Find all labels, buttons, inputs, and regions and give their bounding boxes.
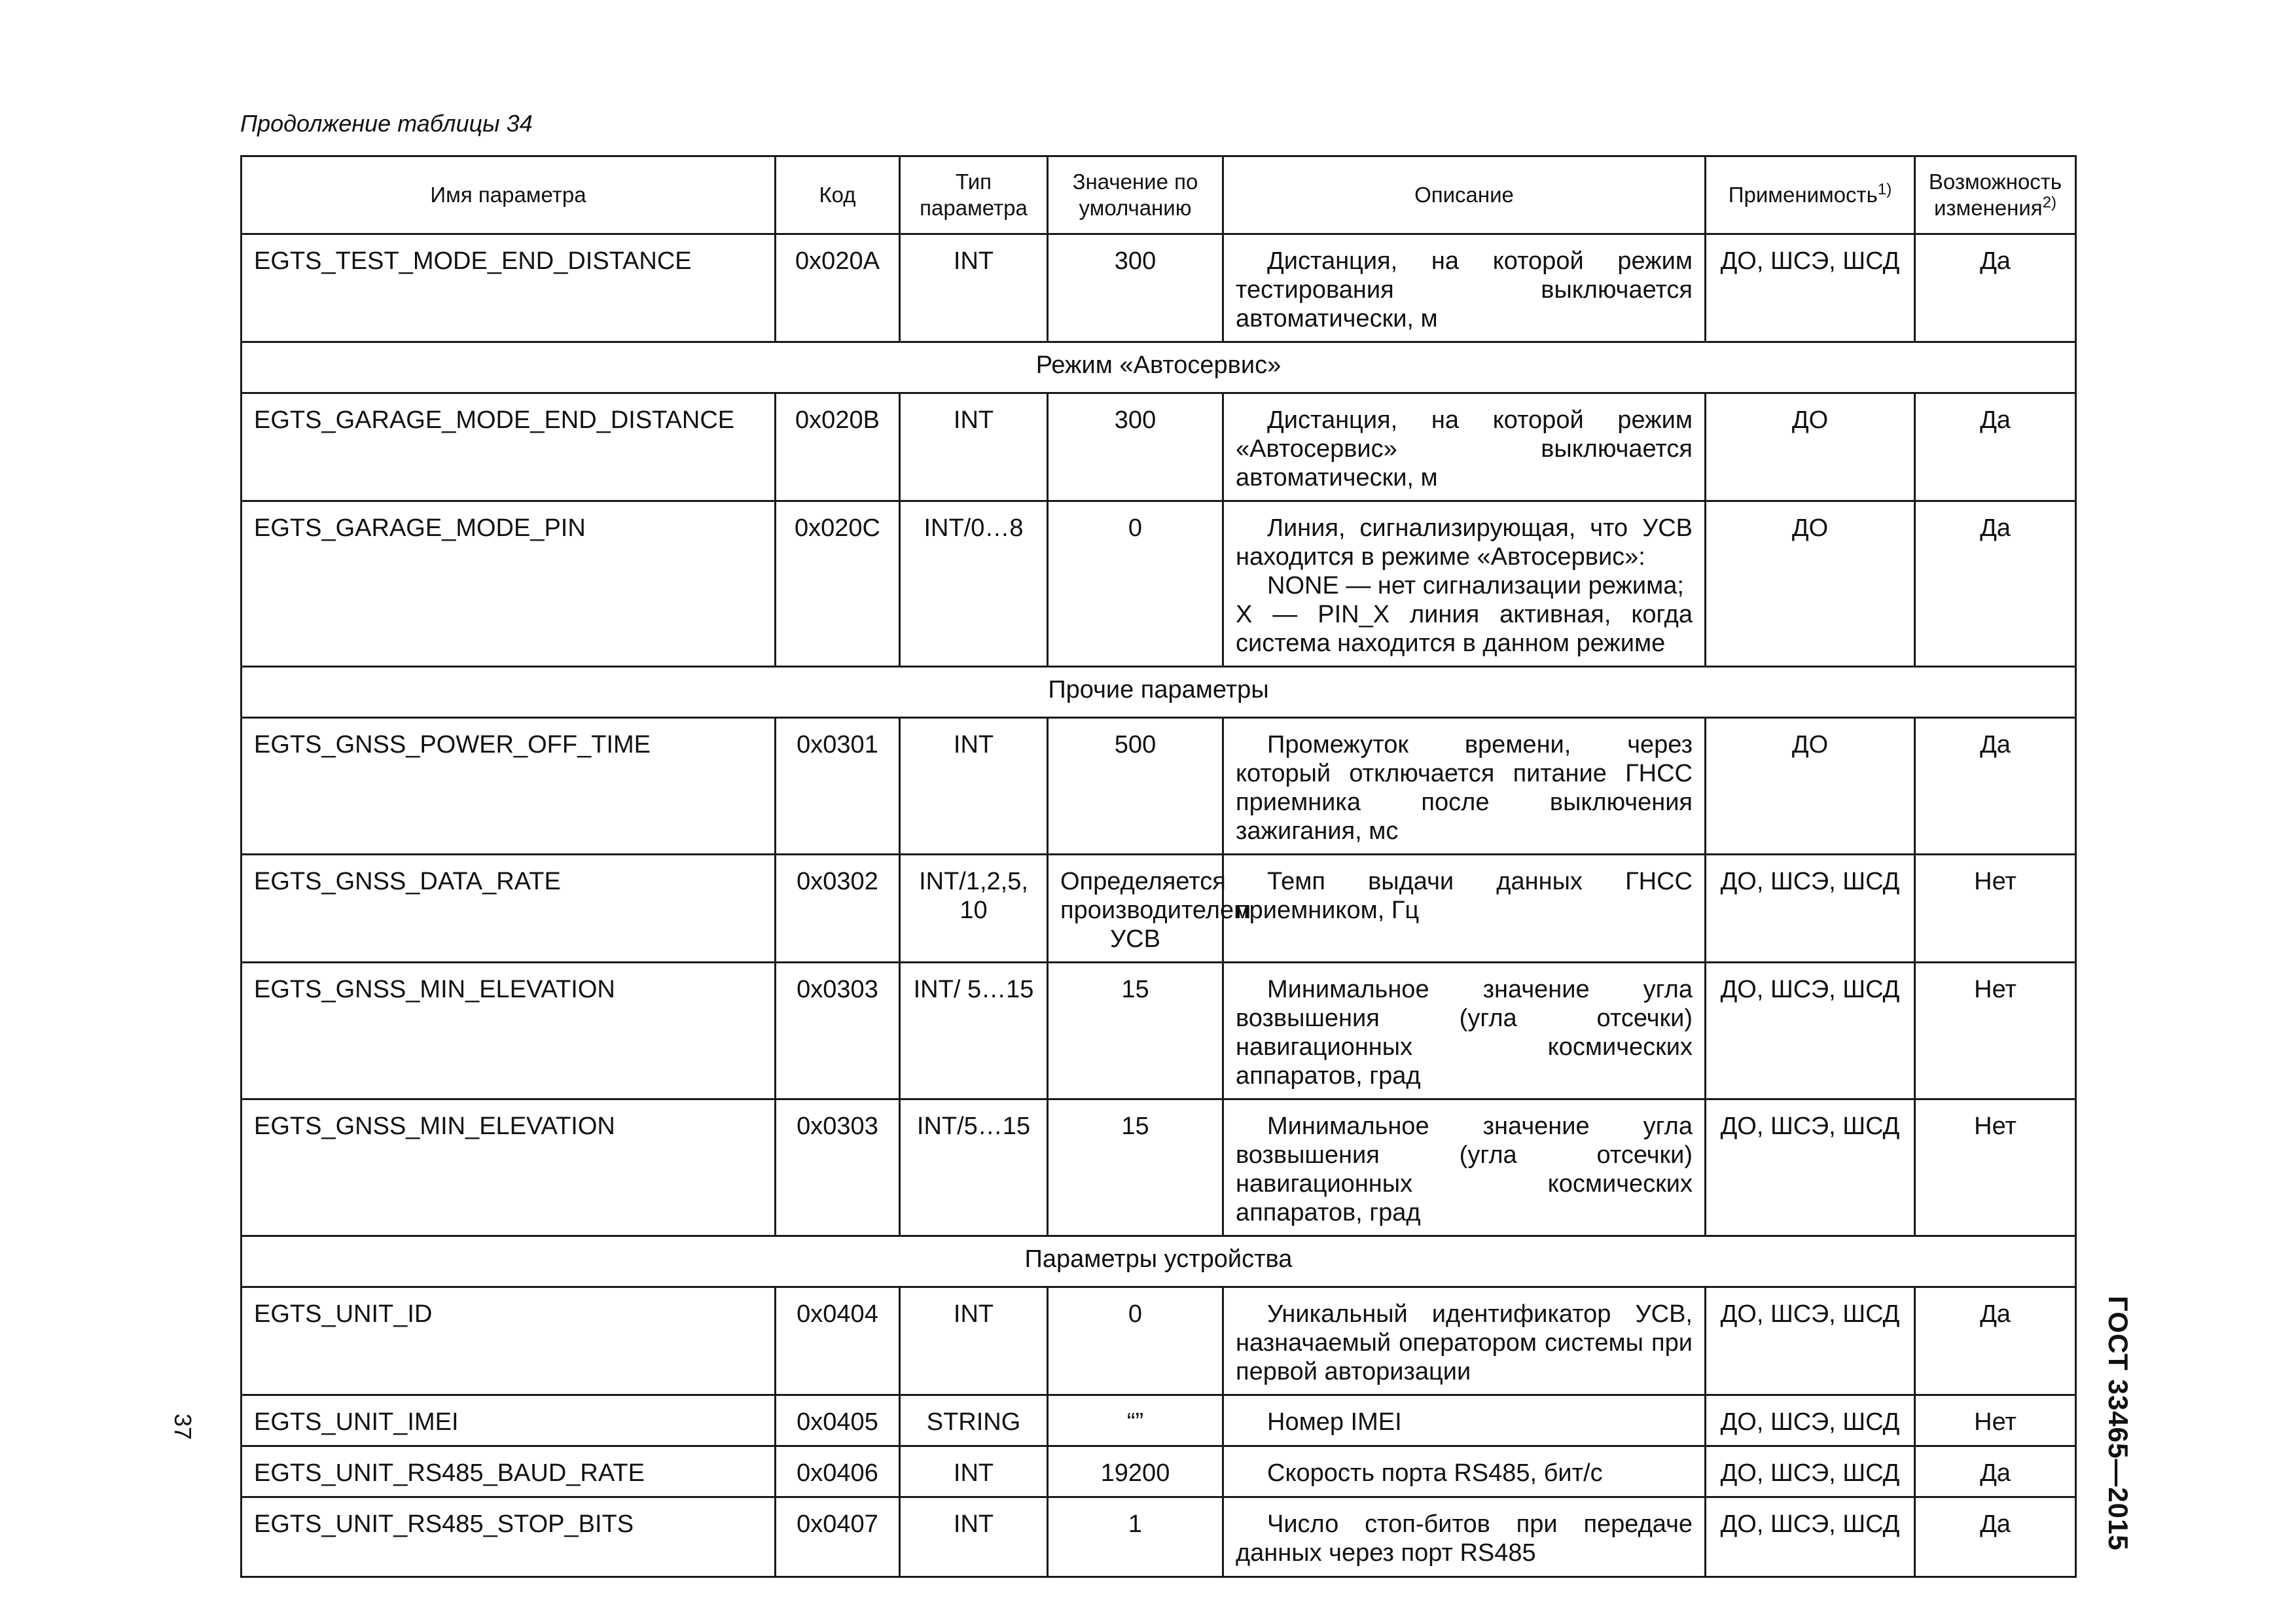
- param-code: 0x0405: [776, 1395, 900, 1446]
- param-changeable: Нет: [1915, 963, 2076, 1099]
- param-description: Номер IMEI: [1223, 1395, 1706, 1446]
- section-row: [242, 1236, 2076, 1287]
- param-description: Темп выдачи данных ГНСС приемником, Гц: [1223, 855, 1706, 963]
- param-applicability: ДО, ШСЭ, ШСД: [1706, 963, 1915, 1099]
- param-description: Дистанция, на которой режим тестирования выключается автоматически, м: [1223, 234, 1706, 342]
- param-changeable: Нет: [1915, 855, 2076, 963]
- param-description: [1223, 501, 1706, 667]
- param-default: 300: [1048, 393, 1223, 501]
- param-description: Скорость порта RS485, бит/с: [1223, 1446, 1706, 1497]
- param-code: 0x0404: [776, 1287, 900, 1395]
- param-applicability: ДО, ШСЭ, ШСД: [1706, 1099, 1915, 1236]
- param-name: EGTS_GNSS_DATA_RATE: [242, 855, 776, 963]
- table-row: [242, 855, 2076, 963]
- param-default: “”: [1048, 1395, 1223, 1446]
- param-name: EGTS_GNSS_POWER_OFF_TIME: [242, 718, 776, 855]
- param-description: Минимальное значение угла возвышения (угла отсечки) навигационных космических аппаратов, град: [1223, 1099, 1706, 1236]
- param-type: INT: [900, 1446, 1048, 1497]
- header-description: Описание: [1223, 156, 1706, 234]
- param-changeable: Нет: [1915, 1099, 2076, 1236]
- param-type: INT/5…15: [900, 1099, 1048, 1236]
- param-applicability: ДО, ШСЭ, ШСД: [1706, 855, 1915, 963]
- description-line: X — PIN_X линия активная, когда система находится в данном режиме: [1236, 601, 1693, 657]
- param-name: EGTS_GNSS_MIN_ELEVATION: [242, 963, 776, 1099]
- param-default: 15: [1048, 1099, 1223, 1236]
- param-name: EGTS_UNIT_RS485_STOP_BITS: [242, 1497, 776, 1577]
- param-default: Определяется производителем УСВ: [1048, 855, 1223, 963]
- param-code: 0x0303: [776, 963, 900, 1099]
- param-applicability: ДО, ШСЭ, ШСД: [1706, 1395, 1915, 1446]
- param-default: 300: [1048, 234, 1223, 342]
- param-applicability: ДО, ШСЭ, ШСД: [1706, 234, 1915, 342]
- param-default: 1: [1048, 1497, 1223, 1577]
- param-type: INT/1,2,5, 10: [900, 855, 1048, 963]
- param-name: EGTS_UNIT_ID: [242, 1287, 776, 1395]
- param-code: 0x020A: [776, 234, 900, 342]
- section-row: [242, 667, 2076, 718]
- table-row: [242, 234, 2076, 342]
- document-standard-title: ГОСТ 33465—2015: [2103, 1296, 2134, 1551]
- param-changeable: Да: [1915, 501, 2076, 667]
- param-applicability: ДО, ШСЭ, ШСД: [1706, 1497, 1915, 1577]
- param-description: Минимальное значение угла возвышения (угла отсечки) навигационных космических аппаратов, град: [1223, 963, 1706, 1099]
- param-changeable: Да: [1915, 393, 2076, 501]
- param-description: Число стоп-битов при передаче данных через порт RS485: [1223, 1497, 1706, 1577]
- param-name: EGTS_UNIT_IMEI: [242, 1395, 776, 1446]
- header-type: Тип параметра: [900, 156, 1048, 234]
- table-header-row: [242, 156, 2076, 234]
- param-code: 0x020B: [776, 393, 900, 501]
- param-code: 0x0406: [776, 1446, 900, 1497]
- table-row: [242, 1099, 2076, 1236]
- param-code: 0x0303: [776, 1099, 900, 1236]
- param-type: INT/ 5…15: [900, 963, 1048, 1099]
- param-type: STRING: [900, 1395, 1048, 1446]
- param-applicability: ДО: [1706, 393, 1915, 501]
- table-row: [242, 1446, 2076, 1497]
- param-description: Промежуток времени, через который отключается питание ГНСС приемника после выключения зажигания, мс: [1223, 718, 1706, 855]
- param-description: Дистанция, на которой режим «Автосервис» выключается автоматически, м: [1223, 393, 1706, 501]
- table-caption: Продолжение таблицы 34: [240, 110, 533, 137]
- param-type: INT: [900, 1287, 1048, 1395]
- param-type: INT/0…8: [900, 501, 1048, 667]
- param-code: 0x0301: [776, 718, 900, 855]
- param-code: 0x0407: [776, 1497, 900, 1577]
- table-row: [242, 393, 2076, 501]
- section-title: Прочие параметры: [242, 667, 2076, 718]
- header-default: Значение по умолчанию: [1048, 156, 1223, 234]
- param-default: 500: [1048, 718, 1223, 855]
- param-type: INT: [900, 1497, 1048, 1577]
- param-code: 0x020C: [776, 501, 900, 667]
- table-row: [242, 501, 2076, 667]
- param-changeable: Да: [1915, 1446, 2076, 1497]
- description-line: Линия, сигнализирующая, что УСВ находится в режиме «Автосервис»:: [1236, 514, 1693, 571]
- param-type: INT: [900, 393, 1048, 501]
- table-row: [242, 1287, 2076, 1395]
- param-changeable: Да: [1915, 234, 2076, 342]
- section-row: [242, 342, 2076, 393]
- param-name: EGTS_UNIT_RS485_BAUD_RATE: [242, 1446, 776, 1497]
- table-row: [242, 1395, 2076, 1446]
- header-applicability: Применимость$^{1)}$: [1706, 156, 1915, 234]
- section-title: Параметры устройства: [242, 1236, 2076, 1287]
- parameters-table: [240, 155, 2077, 1578]
- applicability-footnote: 1): [1877, 181, 1892, 198]
- param-changeable: Да: [1915, 1287, 2076, 1395]
- param-code: 0x0302: [776, 855, 900, 963]
- param-default: 0: [1048, 1287, 1223, 1395]
- param-default: 19200: [1048, 1446, 1223, 1497]
- changeable-footnote: 2): [2042, 194, 2057, 211]
- param-name: EGTS_GNSS_MIN_ELEVATION: [242, 1099, 776, 1236]
- header-name: Имя параметра: [242, 156, 776, 234]
- param-applicability: ДО, ШСЭ, ШСД: [1706, 1446, 1915, 1497]
- param-description: Уникальный идентификатор УСВ, назначаемый оператором системы при первой авторизации: [1223, 1287, 1706, 1395]
- description-line: NONE — нет сигнализации режима;: [1267, 572, 1684, 599]
- param-name: EGTS_GARAGE_MODE_PIN: [242, 501, 776, 667]
- param-type: INT: [900, 718, 1048, 855]
- param-changeable: Да: [1915, 1497, 2076, 1577]
- param-default: 15: [1048, 963, 1223, 1099]
- table-body: [242, 234, 2076, 1577]
- param-applicability: ДО, ШСЭ, ШСД: [1706, 1287, 1915, 1395]
- param-changeable: Нет: [1915, 1395, 2076, 1446]
- param-name: EGTS_TEST_MODE_END_DISTANCE: [242, 234, 776, 342]
- param-type: INT: [900, 234, 1048, 342]
- table-row: [242, 718, 2076, 855]
- param-name: EGTS_GARAGE_MODE_END_DISTANCE: [242, 393, 776, 501]
- param-applicability: ДО: [1706, 718, 1915, 855]
- table-row: [242, 1497, 2076, 1577]
- header-code: Код: [776, 156, 900, 234]
- param-default: 0: [1048, 501, 1223, 667]
- table-row: [242, 963, 2076, 1099]
- param-applicability: ДО: [1706, 501, 1915, 667]
- section-title: Режим «Автосервис»: [242, 342, 2076, 393]
- header-changeable: Возможность изменения$^{2)}$: [1915, 156, 2076, 234]
- param-changeable: Да: [1915, 718, 2076, 855]
- page-number: 37: [170, 1414, 196, 1440]
